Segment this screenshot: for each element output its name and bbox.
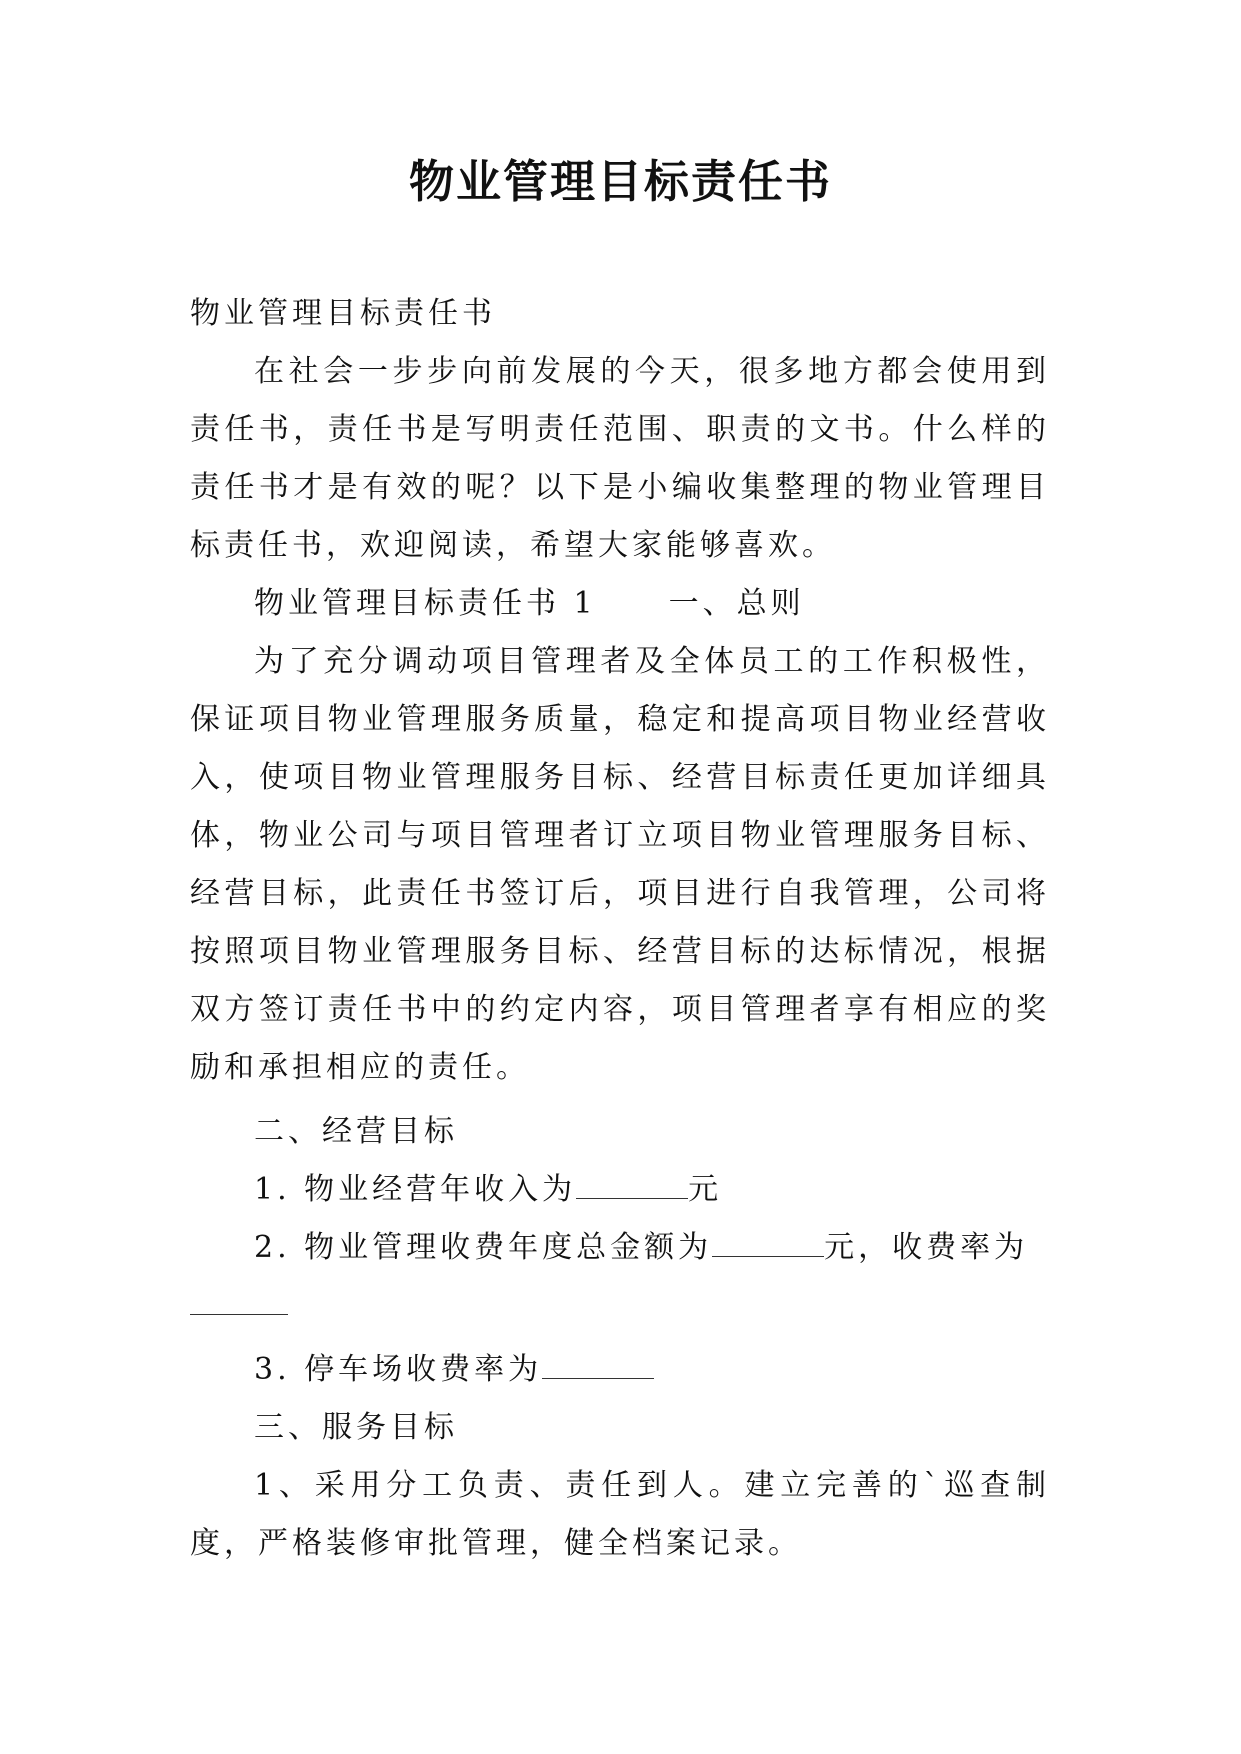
section3-heading: 三、服务目标 — [254, 1410, 458, 1445]
intro-paragraph: 在社会一步步向前发展的今天，很多地方都会使用到责任书，责任书是写明责任范围、职责的文书。什么样的责任书才是有效的呢？以下是小编收集整理的物业管理目标责任书，欢迎阅读，希望大家能够喜欢。 — [190, 354, 1050, 563]
subtitle: 物业管理目标责任书 — [190, 296, 496, 331]
item1-blank — [576, 1172, 688, 1199]
service-item-1: 1、采用分工负责、责任到人。建立完善的`巡查制度，严格装修审批管理，健全档案记录。 — [190, 1468, 1050, 1561]
section2-heading: 二、经营目标 — [254, 1114, 458, 1149]
document-body — [190, 285, 1050, 1573]
section1-heading-title: 物业管理目标责任书 1 — [254, 586, 597, 621]
item3-label: 3. 停车场收费率为 — [254, 1352, 543, 1387]
item1-unit: 元 — [688, 1172, 723, 1207]
item1-label: 1. 物业经营年收入为 — [254, 1172, 577, 1207]
general-principles-paragraph: 为了充分调动项目管理者及全体员工的工作积极性，保证项目物业管理服务质量，稳定和提高项目物业经营收入，使项目物业管理服务目标、经营目标责任更加详细具体，物业公司与项目管理者订立项目物业管理服务目标、经营目标，此责任书签订后，项目进行自我管理，公司将按照项目物业管理服务目标、经营目标的达标情况，根据双方签订责任书中的约定内容，项目管理者享有相应的奖励和承担相应的责任。 — [190, 644, 1050, 1085]
section1-heading-general: 一、总则 — [668, 586, 805, 621]
document-title: 物业管理目标责任书 — [408, 155, 832, 208]
item2-amount-blank — [712, 1230, 824, 1257]
item2-middle: 元，收费率为 — [824, 1230, 1029, 1265]
business-item-3 — [190, 1341, 1050, 1399]
business-item-1 — [190, 1161, 1050, 1219]
item2-label: 2. 物业管理收费年度总金额为 — [254, 1230, 713, 1265]
item3-blank — [542, 1352, 654, 1379]
business-item-2 — [190, 1219, 1050, 1335]
item2-rate-blank — [190, 1288, 288, 1315]
section1-heading — [190, 575, 1050, 633]
